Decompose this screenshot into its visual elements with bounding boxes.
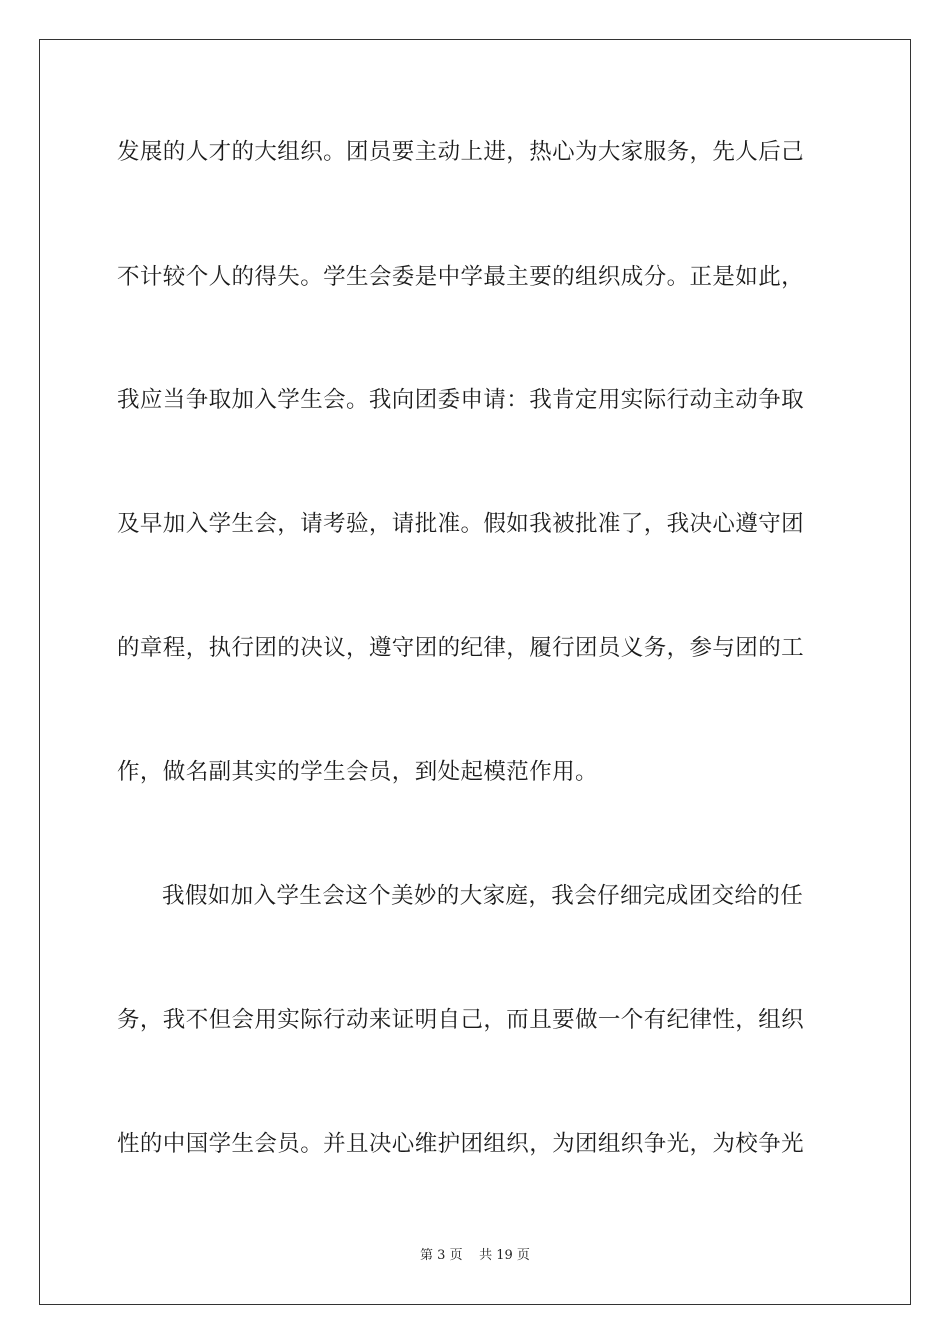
paragraph-line: 发展的人才的大组织。团员要主动上进，热心为大家服务，先人后己 [117, 139, 805, 165]
paragraph-line: 务，我不但会用实际行动来证明自己，而且要做一个有纪律性，组织 [117, 1007, 805, 1033]
paragraph-line: 及早加入学生会，请考验，请批准。假如我被批准了，我决心遵守团 [117, 511, 805, 537]
paragraph-line: 我应当争取加入学生会。我向团委申请：我肯定用实际行动主动争取 [117, 387, 805, 413]
page-total: 共 19 页 [479, 1248, 530, 1263]
page-number: 第 3 页 [420, 1248, 463, 1263]
page-footer [0, 1247, 950, 1265]
paragraph-line: 作，做名副其实的学生会员，到处起模范作用。 [117, 759, 598, 785]
paragraph-line: 的章程，执行团的决议，遵守团的纪律，履行团员义务，参与团的工 [117, 635, 805, 661]
paragraph-line: 性的中国学生会员。并且决心维护团组织，为团组织争光，为校争光 [117, 1131, 805, 1157]
paragraph-line: 不计较个人的得失。学生会委是中学最主要的组织成分。正是如此， [117, 264, 805, 290]
paragraph-line: 我假如加入学生会这个美妙的大家庭，我会仔细完成团交给的任 [162, 883, 804, 909]
page-border [39, 39, 911, 1305]
